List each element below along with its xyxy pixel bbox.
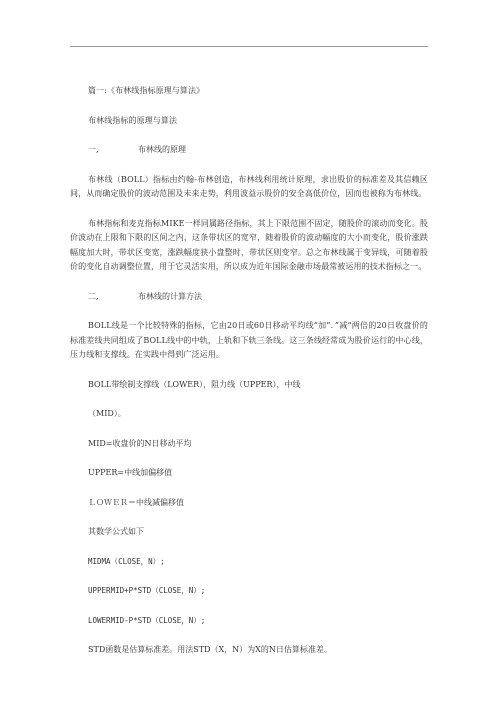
document-subtitle: 布林线指标的原理与算法 — [88, 115, 178, 125]
formula-line: ＬＯＷＥＲ＝中线减偏移值 — [88, 497, 184, 507]
text-line: （MID）。 — [88, 409, 126, 418]
formula-line: UPPERMID+P*STD（CLOSE，N）; — [88, 586, 206, 595]
document-body — [70, 84, 428, 673]
section-title: 布林线的原理 — [138, 145, 186, 154]
text-line: STD函数是估算标准差。用法STD（X，N）为X的N日估算标准差。 — [88, 645, 332, 654]
formula-line: LOWERMID-P*STD（CLOSE，N）; — [88, 615, 206, 625]
text-line: BOLL带绘制支撑线（LOWER），阻力线（UPPER），中线 — [88, 379, 301, 389]
paragraph: BOLL线是一个比较特殊的指标，它由20日或60日移动平均线“加”．”减“两倍的20日收盘价的标准差线共同组成了BOLL线中的中轨，上轨和下轨三条线。这三条线经常成为股价运行的中心线，压力线和支撑线。在实践中得到广泛运用。 — [70, 321, 428, 359]
formula-line: MIDMA（CLOSE，N）; — [88, 556, 165, 566]
formula-line: UPPER=中线加偏移值 — [88, 468, 173, 477]
text-line: 其数学公式如下 — [88, 527, 144, 536]
formula-line: MID=收盘价的N日移动平均 — [88, 438, 192, 448]
paragraph: 布林线（BOLL）指标由约翰-布林创造，布林线利用统计原理，求出股价的标准差及其信赖区间，从而确定股价的波动范围及未来走势，利用波益示股价的安全高低价位，因而也被称为布林线。 — [70, 174, 428, 198]
header-rule — [70, 46, 428, 47]
section-number: 二, — [88, 291, 99, 301]
section-number: 一, — [88, 145, 99, 154]
document-title: 篇一:《布林线指标原理与算法》 — [88, 86, 205, 95]
section-heading-2 — [70, 290, 428, 305]
section-title: 布林线的计算方法 — [138, 291, 202, 301]
paragraph: 布林指标和麦克指标MIKE一样同属路径指标，其上下限范围不固定，随股价的滚动而变化。股价波动在上限和下限的区间之内，这条带状区的宽窄，随着股价的波动幅度的大小而变化，股价涨跌幅度加大时，带状区变宽，涨跌幅度狭小盘整时，带状区则变窄。总之布林线属于变异线，可随着股价的变化自动调整位置，用于它灵活实用，所以成为近年国际金融市场最常被运用的技术指标之一。 — [70, 218, 428, 271]
section-heading-1 — [70, 143, 428, 158]
